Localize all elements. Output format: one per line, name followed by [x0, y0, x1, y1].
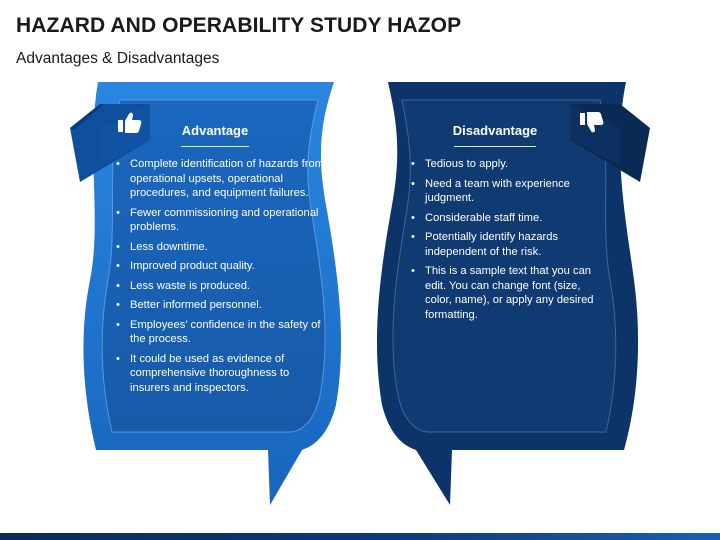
disadvantage-heading-rule: [454, 146, 536, 147]
disadvantage-item: • Tedious to apply.: [411, 157, 601, 172]
disadvantage-list-container: [411, 157, 601, 327]
bottom-accent-bar: [0, 533, 720, 540]
disadvantage-heading: Disadvantage: [452, 123, 538, 138]
page-subtitle: Advantages & Disadvantages: [16, 50, 220, 67]
advantage-item: • Fewer commissioning and operational problems.: [116, 206, 324, 235]
advantage-item: • Complete identification of hazards from operational upsets, operational procedures, and equipment failures.: [116, 157, 324, 201]
advantage-item: • Better informed personnel.: [116, 298, 324, 313]
advantage-item: • Employees’ confidence in the safety of the process.: [116, 318, 324, 347]
page-title: HAZARD AND OPERABILITY STUDY HAZOP: [16, 14, 462, 37]
disadvantage-item: • Potentially identify hazards independent of the risk.: [411, 230, 601, 259]
advantage-item: • It could be used as evidence of comprehensive thoroughness to insurers and inspectors.: [116, 352, 324, 396]
disadvantage-item: • This is a sample text that you can edit. You can change font (size, color, name), or apply any desired formatting.: [411, 264, 601, 322]
advantage-list-container: [116, 157, 324, 400]
disadvantage-item: • Need a team with experience judgment.: [411, 177, 601, 206]
advantage-heading-rule: [181, 146, 249, 147]
advantage-item: • Less downtime.: [116, 240, 324, 255]
disadvantage-item: • Considerable staff time.: [411, 211, 601, 226]
advantage-item: • Less waste is produced.: [116, 279, 324, 294]
advantage-list: [116, 157, 324, 395]
disadvantage-list: [411, 157, 601, 322]
advantage-heading: Advantage: [181, 123, 249, 138]
advantage-item: • Improved product quality.: [116, 259, 324, 274]
